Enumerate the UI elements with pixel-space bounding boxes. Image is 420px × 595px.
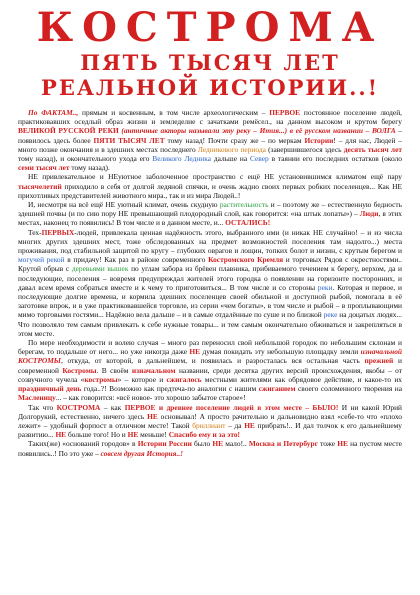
text-run: изначальной КОСТРОМЫ [18,347,403,366]
text-run: – появилось здесь более [18,126,402,145]
text-run: НЕ [337,439,348,449]
text-run: тому назад). [69,163,110,173]
text-run: по углам забора из брёвен плавника, прибиваемого течением к берегу, верхом, да и последующие, поселения – вовремя предупреждал жителей этого городка о появлении на горизонте посторонних, и давал всем время собраться вместе и к чему то приготовиться... В том числе и со стороны [18,264,402,292]
text-run: в её русском названии – ВОЛГА [289,126,396,136]
text-run: семи тысяч лет [18,163,70,173]
text-run: прямым и косвенным, в том числе археологическим – [78,108,270,117]
text-run: ... – как говорится: «всё новое- это хорошо забытое старое»! [55,393,246,403]
text-run: дальше на [211,154,250,164]
text-run: . В своём [96,365,132,375]
text-run: праздничный день [18,384,82,394]
text-run: своего соломенного творения на [295,384,402,394]
text-run: ! – для нас, Людей – много позже окончания и в здешних местах последнего [18,135,402,154]
text-run: ПЕРВЫХ [41,227,75,237]
text-run: тысячелетий [18,181,62,191]
paragraph [18,108,402,172]
text-run: прежней [364,356,394,366]
text-run: названии, среди десятка других версий происхождения, якобы – от созвучного чучела « [18,365,402,384]
text-run: НЕ [212,439,224,449]
text-run: Масленицу [18,393,56,403]
text-run: сжиганием [258,384,296,394]
text-run: НЕ [244,420,255,430]
text-run: Таких(же) «оснований городов» в [28,439,138,449]
text-run: могучей рекой [18,255,65,265]
text-run: НЕ [127,430,139,440]
text-run: НЕ [147,411,158,421]
text-run: По ФАКТАМ.., [28,108,79,117]
text-run: в придачу! Как раз в районе современного [64,255,209,265]
text-run: Костромы [62,365,97,375]
text-run: НЕ [189,347,201,357]
paragraph [18,228,402,338]
text-run: ПЯТИ ТЫСЯЧ ЛЕТ [93,135,165,145]
article-body [18,108,402,458]
text-run: на пустом месте появились..! По это уже – [18,439,402,458]
text-run: КОСТРОМА [56,402,101,412]
text-run: -людей, привлекала ценная надёжность этого, выбранного ими (и никак НЕ случайно! – и из числа многих других здешних мест, тоже обследованных на предмет возможностей поселения там надолго...) места проживания, под стабильной защитой по кругу – глубоких оврагов и лощин, топких болот и низин, с крутым берегом и [18,227,402,256]
text-run: Спасибо ему и за это! [168,430,241,440]
text-run: По мере необходимости и волею случая – много раз переносил свой небольшой городок по небольшим склонам и берегам, то подальше от него... но уже никогда даже [18,338,402,357]
text-run: – как [100,402,125,412]
text-run: бриллиант [192,420,226,430]
text-run: растительность [219,200,269,210]
text-run: И, несмотря на всё ещё НЕ уютный климат, очень скудную [28,200,220,210]
text-run: приходило в себя от долгой ледяной спячки, и очень жадно своих первых робких поселенцев... Как НЕ прихотливых представителей животного мира., так и из мира Людей..! [18,181,402,200]
text-run: года..?! Возможно как предтеча-по аналогии с нашим [81,384,259,394]
text-run: (античные акторы называли эту реку – Ития...) [118,126,290,136]
text-run: Истории России [137,439,192,449]
text-run: Так что [28,402,57,412]
text-run: десять тысяч лет [343,144,402,154]
text-run: местными жителями как обрядовое действие, и какое-то их [201,374,403,384]
text-run: Ледникового периода [197,144,266,154]
text-run: на доцатых людях... Что позволяло тем самым привлекать к себе нужные товары... и тем самым окончательно обживаться и закрепляться в этом месте. [18,310,402,338]
text-run: тому назад), и окончательного ухода его [18,154,153,164]
text-run: в таянии его последних остатков (около [268,154,402,164]
text-run: реке [323,310,338,320]
text-run: Тех- [28,227,42,237]
paragraph [18,403,402,440]
page-subtitle-line-2: РЕАЛЬНОЙ ИСТОРИИ..! [41,75,379,100]
text-run: совсем другая История..! [100,448,184,458]
text-run: Люди [359,209,379,219]
page-title: КОСТРОМА [36,4,384,51]
text-run: меньше! [138,430,169,440]
text-run: постоянное поселение людей, практиковавших оседлый образ жизни и земледелие с зачатками ремёсел., на данном высоком и крутом берегу [18,108,403,127]
text-run: (завершившегося здесь [265,144,344,154]
text-run: Истории [304,135,334,145]
text-run: думая покидать эту небольшую площадку земли [200,347,361,357]
text-run: ПЕРВОЕ [269,108,301,117]
text-run: И ни какой Юрий Долгорукий, естественно, ничего здесь [18,402,403,421]
text-run: тому назад! Почти сразу же – по меркам [164,135,305,145]
text-run: ПЕРВОЕ и древнее поселение людей в этом месте – БЫЛО! [124,402,339,412]
text-run: изначальном [131,365,176,375]
paragraph [18,200,402,228]
paragraph [18,338,402,402]
text-run: основывал! А просто рачительно и дальновидно взял «себе-то что «плохо лежит» – удобный форпост в отличном месте! Такой [18,411,402,430]
text-run: костромы [84,374,118,384]
text-run: сжигалось [166,374,202,384]
text-run: и современной [18,356,402,375]
text-run: тоже [317,439,338,449]
text-run: – да [225,420,245,430]
text-run: больше того! Но и [66,430,128,440]
paragraph [18,439,402,457]
text-run: мало!.. [223,439,249,449]
text-run: Костромского Кремля [208,255,284,265]
text-run: прибрать!.. И дал толчок к его дальнейшему развитию... [18,420,403,440]
text-run: Север [250,154,269,164]
text-run: было [191,439,213,449]
text-run: , в этих местах, наконец то появились! В том числе и в данном месте, и... [18,209,402,228]
text-run: НЕ [55,430,67,440]
paragraph [18,172,402,200]
text-run: Великого Ледника [152,154,212,164]
text-run: НЕ привлекательное и НЕуютное заболоченное пространство с ещё НЕ установившимся климатом ещё пару [28,172,402,182]
text-run: . Которая и первое, и последующие долгие времена, и кормила здешних поселенцев своей обильной и доступной рыбой, помогала в её заготовке впрок, и в уже практиковавшейся торговле, из серии «чем богаты», в том числе и рыбой – в проплывающими мимо торговыми гостями... Надёжно вела дальше – и в самые отдалённые по суше и по близкой [18,282,402,320]
text-run: и торговых Рядов с окрестностями.. Крутой обрыв с [18,255,402,274]
text-run: ВЕЛИКОЙ РУССКОЙ РЕКИ [18,126,119,136]
text-run: ОСТАЛИСЬ! [225,218,271,228]
text-run: и – поэтому же – естественную бедность здешней почвы (и по сию пору НЕ превышающий плодородный слой, как говорится: «на штык лопаты») – [18,200,402,219]
text-run: , откуда, от которой, в дальнейшем, и появилась и разросталась вся остальная часть [60,356,365,366]
text-run: » – которое и [117,374,167,384]
text-run: реки [317,282,333,292]
text-run: Москва и Петербург [248,439,318,449]
page-subtitle-line-1: ПЯТЬ ТЫСЯЧ ЛЕТ [80,50,340,75]
text-run: деревьями вышек [71,264,129,274]
